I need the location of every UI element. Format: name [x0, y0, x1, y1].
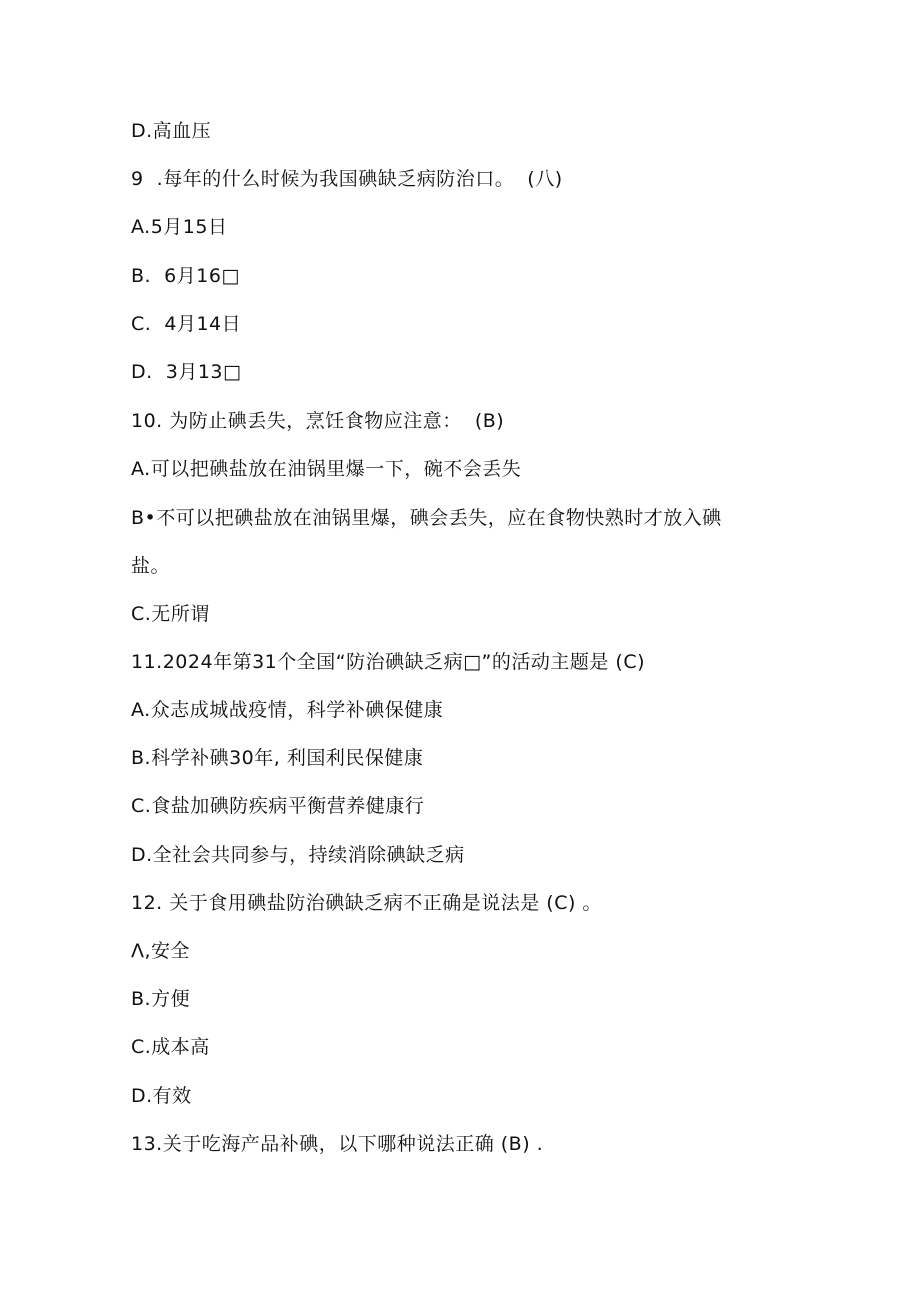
- question-12: 12. 关于食用碘盐防治碘缺乏病不正确是说法是 (C) 。: [131, 892, 602, 914]
- question-11-option-d: D.全社会共同参与，持续消除碘缺乏病: [131, 844, 465, 866]
- question-10-option-b: B•不可以把碘盐放在油锅里爆，碘会丢失，应在食物快熟时才放入碘: [131, 507, 722, 529]
- question-11: 11.2024年第31个全国“防治碘缺乏病□”的活动主题是 (C): [131, 651, 646, 673]
- question-11-option-b: B.科学补碘30年, 利国利民保健康: [131, 747, 424, 769]
- question-10-option-a: A.可以把碘盐放在油锅里爆一下，碗不会丢失: [131, 458, 522, 480]
- question-11-option-a: A.众志成城战疫情，科学补碘保健康: [131, 699, 444, 721]
- question-10: 10. 为防止碘丢失，烹饪食物应注意： (B): [131, 410, 505, 432]
- question-9: 9 .每年的什么时候为我国碘缺乏病防治口。 (八): [131, 168, 563, 190]
- question-12-option-a: Λ,安全: [131, 940, 191, 962]
- question-12-option-b: B.方便: [131, 988, 191, 1010]
- question-10-option-b-continued: 盐。: [131, 555, 171, 577]
- question-11-option-c: C.食盐加碘防疾病平衡营养健康行: [131, 795, 425, 817]
- question-12-option-d: D.有效: [131, 1085, 192, 1107]
- option-d-line: D.高血压: [131, 120, 212, 142]
- question-13: 13.关于吃海产品补碘，以下哪种说法正确 (B) .: [131, 1133, 544, 1155]
- question-12-option-c: C.成本高: [131, 1036, 210, 1058]
- question-9-option-b: B. 6月16□: [131, 265, 240, 287]
- question-9-option-c: C. 4月14日: [131, 313, 242, 335]
- question-9-option-d: D. 3月13□: [131, 361, 242, 383]
- question-10-option-c: C.无所谓: [131, 603, 210, 625]
- question-9-option-a: A.5月15日: [131, 216, 228, 238]
